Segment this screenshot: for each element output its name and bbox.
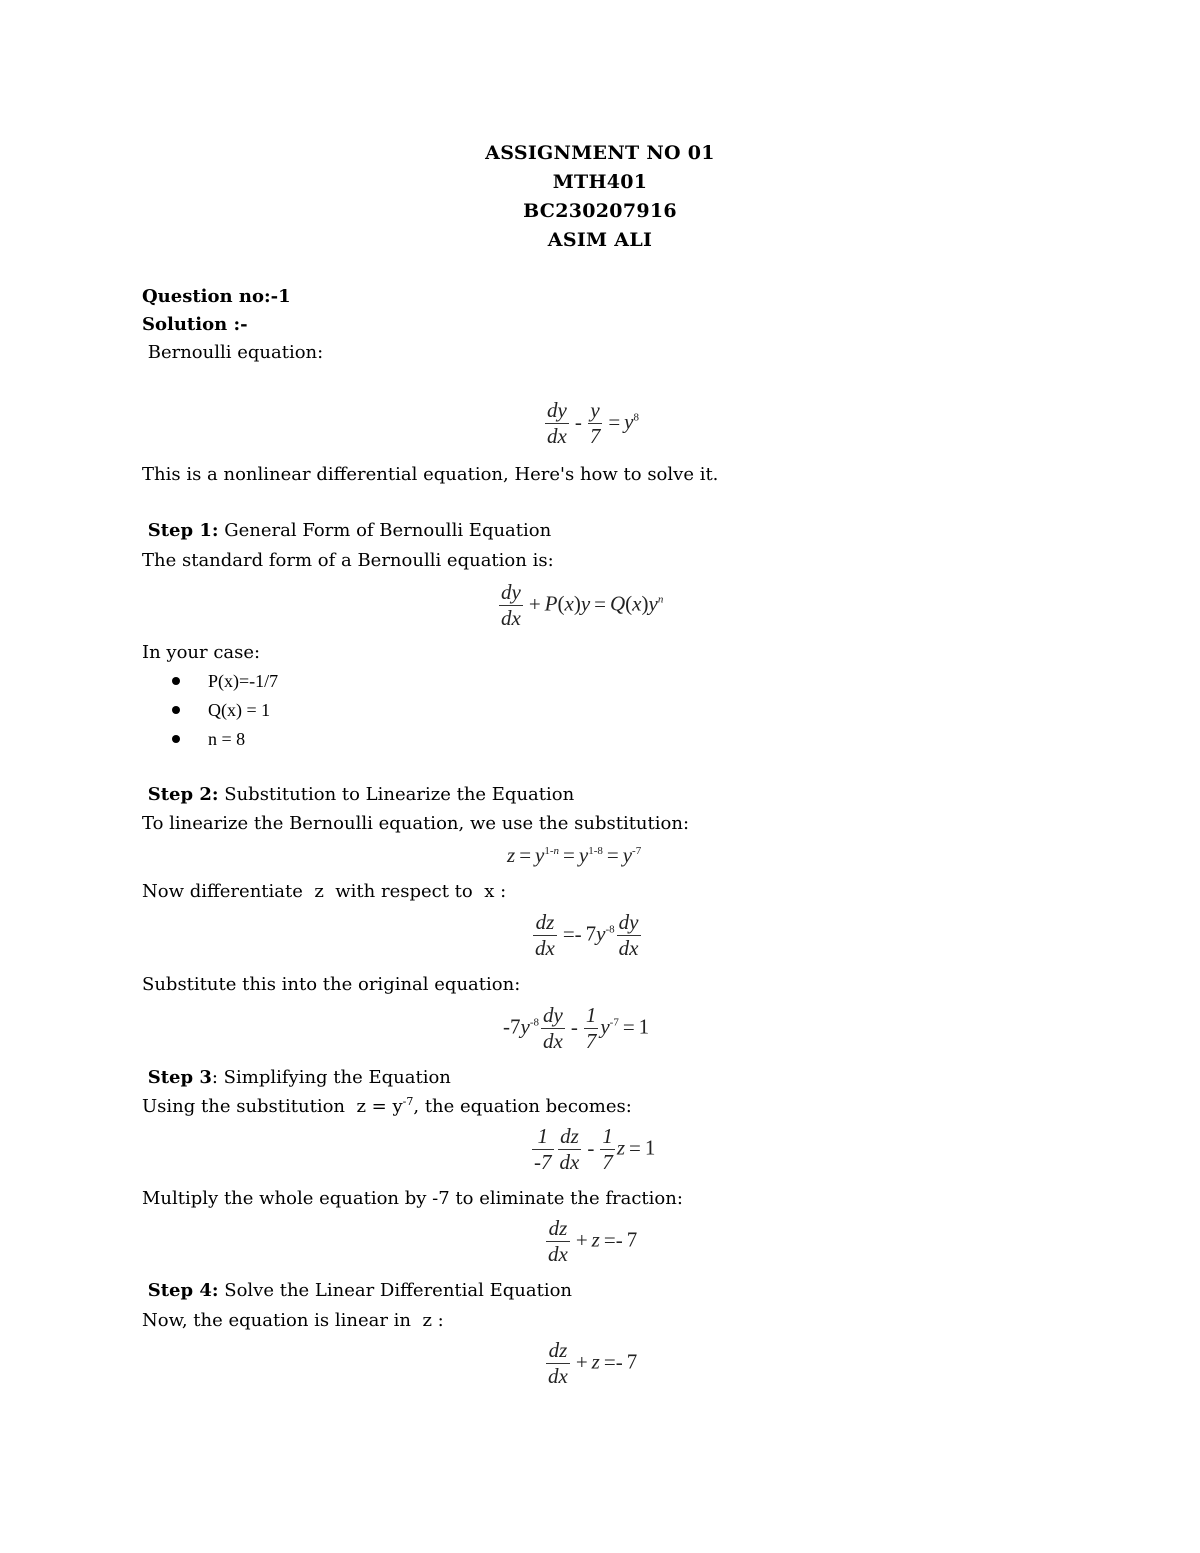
solution-label: Solution :-: [142, 314, 248, 335]
bullet-icon: [172, 735, 180, 743]
bernoulli-intro: Bernoulli equation:: [142, 342, 324, 363]
step4-text: Now, the equation is linear in z :: [142, 1310, 444, 1331]
equation-bernoulli: $\frac{dy}{dx}$ - $\frac{y}{7}$ = $y^8$: [547, 398, 639, 449]
step2-label: Step 2:: [147, 784, 219, 805]
equation-linear: $\frac{dz}{dx}$ + z =- 7: [548, 1216, 638, 1267]
step1-heading: [142, 520, 551, 541]
step3-title: : Simplifying the Equation: [211, 1067, 451, 1088]
step1-label: Step 1:: [147, 520, 219, 541]
list-item: n = 8: [172, 729, 245, 750]
step2-title: Substitution to Linearize the Equation: [218, 784, 575, 805]
step2-text: To linearize the Bernoulli equation, we use the substitution:: [142, 813, 690, 834]
course-code: MTH401: [552, 171, 648, 193]
multiply-text: Multiply the whole equation by -7 to eliminate the fraction:: [142, 1188, 683, 1209]
equation-simplified: $\frac{1}{-7}$ $\frac{dz}{dx}$ - $\frac{1}{7}$ z = 1: [534, 1124, 656, 1175]
question-title: Question no:-1: [142, 286, 291, 307]
bullet-icon: [172, 706, 180, 714]
equation-derivative: $\frac{dz}{dx}$ =- $7y^{-8}$ $\frac{dy}{dx}$: [535, 910, 639, 961]
student-id: BC230207916: [523, 200, 677, 222]
differentiate-text: Now differentiate z with respect to x :: [142, 881, 507, 902]
step3-text: Using the substitution $z = y^{-7}$, the equation becomes:: [142, 1095, 632, 1117]
step4-title: Solve the Linear Differential Equation: [218, 1280, 573, 1301]
step3-heading: [142, 1067, 451, 1088]
bullet-icon: [172, 677, 180, 685]
step4-label: Step 4:: [147, 1280, 219, 1301]
case-text: In your case:: [142, 642, 261, 663]
equation-substituted: $-7y^{-8}$ $\frac{dy}{dx}$ - $\frac{1}{7}$ $y^{-7} = 1$: [503, 1003, 650, 1054]
step2-heading: [142, 784, 574, 805]
list-item: P(x)=-1/7: [172, 671, 278, 692]
equation-linear-repeat: $\frac{dz}{dx}$ + z =- 7: [548, 1338, 638, 1389]
equation-standard-form: $\frac{dy}{dx}$ + $P(x)y = Q(x)y^n$: [501, 580, 664, 631]
student-name: ASIM ALI: [547, 229, 653, 251]
substitute-text: Substitute this into the original equation:: [142, 974, 521, 995]
equation-substitution: $z = y^{1-n} = y^{1-8} = y^{-7}$: [507, 843, 642, 867]
assignment-title: ASSIGNMENT NO 01: [485, 142, 715, 164]
step3-label: Step 3: [147, 1067, 212, 1088]
step4-heading: [142, 1280, 572, 1301]
step1-title: General Form of Bernoulli Equation: [218, 520, 552, 541]
nonlinear-text: This is a nonlinear differential equation, Here's how to solve it.: [142, 464, 719, 485]
list-item: Q(x) = 1: [172, 700, 270, 721]
step1-text: The standard form of a Bernoulli equation is:: [142, 550, 554, 571]
